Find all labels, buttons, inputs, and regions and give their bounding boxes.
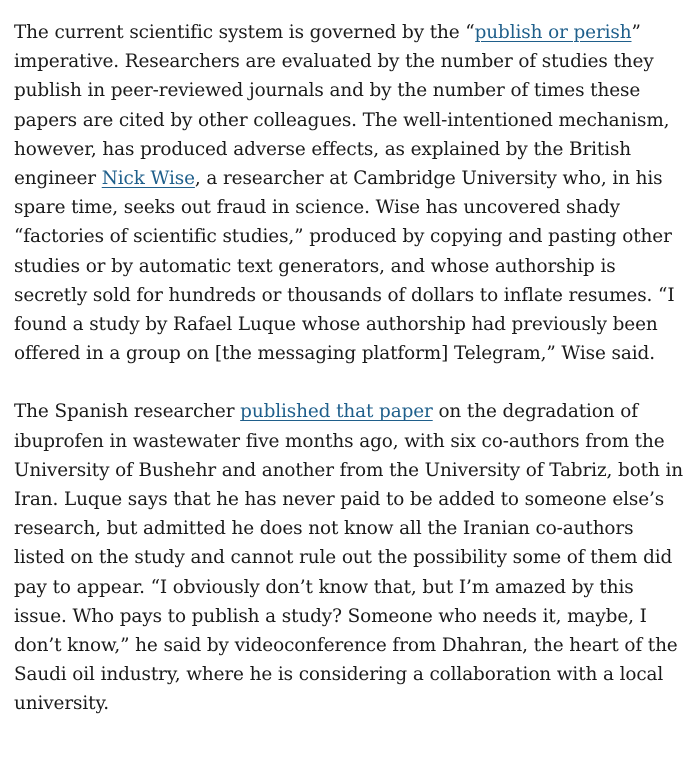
nick-wise-link[interactable]: Nick Wise	[101, 168, 195, 190]
paragraph-1	[14, 18, 684, 368]
article-body	[14, 18, 684, 719]
paragraph-2	[14, 397, 684, 718]
paragraph-1-text-3: , a researcher at Cambridge University who, in his spare time, seeks out fraud in science. Wise has uncovered shady “factories of scientific studies,” produced by copying and pasting other studies or by automatic text generators, and whose authorship is secretly sold for hundreds or thousands of dollars to inflate resumes. “I found a study by Rafael Luque whose authorship had previously been offered in a group on [the messaging platform] Telegram,” Wise said.	[14, 168, 675, 365]
paragraph-2-text-1: The Spanish researcher	[14, 401, 241, 423]
paragraph-2-text-2: on the degradation of ibuprofen in wastewater five months ago, with six co-authors from the University of Bushehr and another from the University of Tabriz, both in Iran. Luque says that he has never paid to be added to someone else’s research, but admitted he does not know all the Iranian co-authors listed on the study and cannot rule out the possibility some of them did pay to appear. “I obviously don’t know that, but I’m amazed by this issue. Who pays to publish a study? Someone who needs it, maybe, I don’t know,” he said by videoconference from Dhahran, the heart of the Saudi oil industry, where he is considering a collaboration with a local university.	[14, 401, 683, 715]
paragraph-1-text-2: ” imperative. Researchers are evaluated by the number of studies they publish in peer-reviewed journals and by the number of times these papers are cited by other colleagues. The well-intentioned mechanism, however, has produced adverse effects, as explained by the British engineer	[14, 22, 670, 190]
publish-or-perish-link[interactable]: publish or perish	[474, 22, 632, 43]
published-that-paper-link[interactable]: published that paper	[240, 401, 433, 423]
paragraph-1-text-1: The current scientific system is governed by the “	[14, 22, 475, 43]
